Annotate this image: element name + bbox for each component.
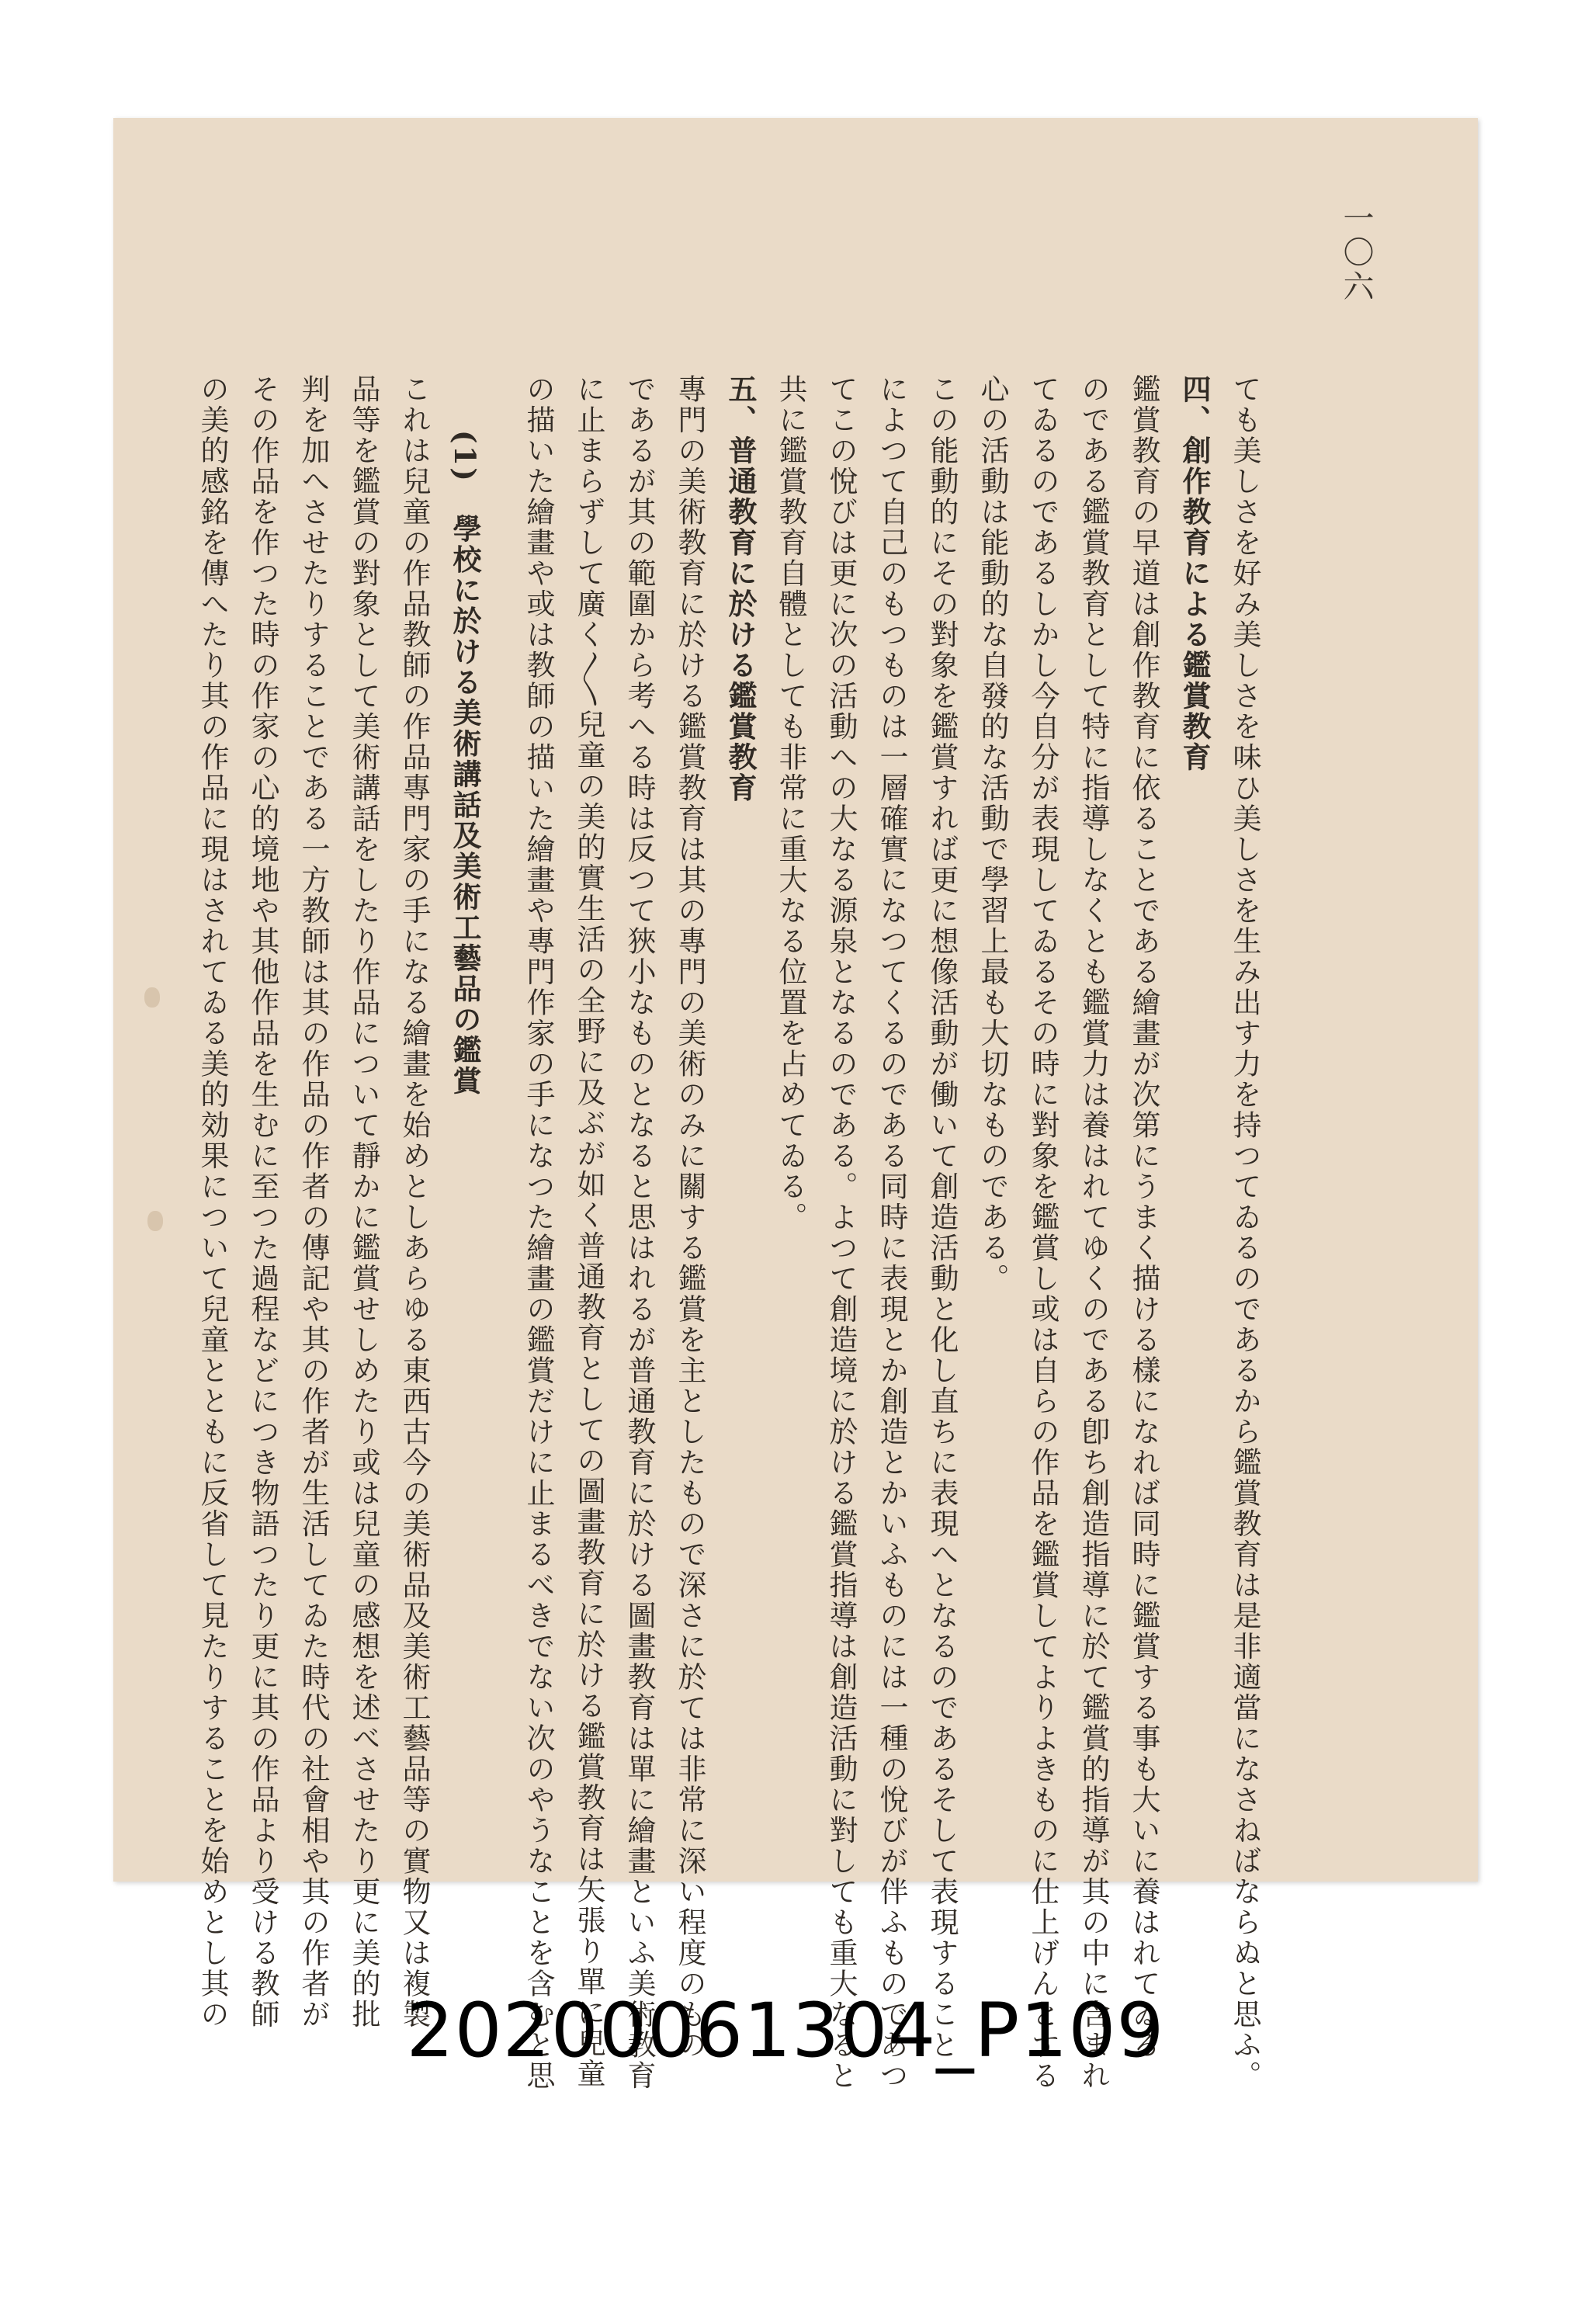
text-line: 判を加へさせたりすることである一方教師は其の作品の作者の傳記や其の作者が生活してゐた時代の社會相や其の作者が: [297, 374, 330, 2030]
image-caption: 20200061304_P109: [406, 1987, 1165, 2074]
text-line: これは兒童の作品教師の作品專門家の手になる繪畫を始めとしあらゆる東西古今の美術品及美術工藝品等の實物又は複製: [397, 374, 431, 2030]
text-line: その作品を作つた時の作家の心的境地や其他作品を生むに至つた過程などにつき物語つたり更に其の作品より受ける教師: [246, 374, 279, 2030]
text-line: 鑑賞教育の早道は創作教育に依ることである繪畫が次第にうまく描ける樣になれば同時に鑑賞する事も大いに養はれてゐる: [1127, 374, 1160, 2061]
binding-hole: [144, 987, 160, 1008]
line-gap: [490, 374, 513, 1756]
text-line: ても美しさを好み美しさを味ひ美しさを生み出す力を持つてゐるのであるから鑑賞教育は是非適當になさねばならぬと思ふ。: [1228, 374, 1261, 2091]
section-heading: (1) 學校に於ける美術講話及美術工藝品の鑑賞: [448, 430, 482, 1097]
text-line: この能動的にその對象を鑑賞すれば更に想像活動が働いて創造活動と化し直ちに表現へとなるのであるそして表現すること: [925, 374, 959, 2061]
text-line: 專門の美術教育に於ける鑑賞教育は其の專門の美術のみに關する鑑賞を主としたもので深さに於ては非常に深い程度のもの: [673, 374, 706, 2061]
text-line: 共に鑑賞教育自體としても非常に重大なる位置を占めてゐる。: [774, 374, 807, 1233]
text-line: てゐるのであるしかし今自分が表現してゐるその時に對象を鑑賞し或は自らの作品を鑑賞してよりよきものに仕上げんとする: [1026, 374, 1059, 2091]
section-heading: 四、創作教育による鑑賞教育: [1177, 374, 1212, 773]
text-line: の描いた繪畫や或は教師の描いた繪畫や專門作家の手になつた繪畫の鑑賞だけに止まるべきでない次のやうなことを含むと思: [522, 374, 555, 2091]
text-line: であるが其の範圍から考へる時は反つて狹小なものとなると思はれるが普通教育に於ける圖畫教育は單に繪畫といふ美術教育: [623, 374, 656, 2091]
text-line: に止まらずして廣く〳〵兒童の美的實生活の全野に及ぶが如く普通教育としての圖畫教育に於ける鑑賞教育は矢張り單に兒童: [572, 374, 605, 2090]
text-line: のである鑑賞教育として特に指導しなくとも鑑賞力は養はれてゆくのである卽ち創造指導に於て鑑賞的指導が其の中に含まれ: [1077, 374, 1110, 2091]
section-heading: 五、普通教育に於ける鑑賞教育: [723, 374, 758, 803]
text-line: てこの悅びは更に次の活動への大なる源泉となるのである。よつて創造境に於ける鑑賞指導は創造活動に對しても重大なると: [824, 374, 858, 2091]
page-number: 一〇六: [1338, 202, 1374, 304]
text-line: によつて自己のもつものは一層確實になつてくるのである同時に表現とか創造とかいふものには一種の悅びが伴ふものであつ: [875, 374, 908, 2091]
text-line: 心の活動は能動的な自發的な活動で學習上最も大切なものである。: [976, 374, 1009, 1294]
text-line: の美的感銘を傳へたり其の作品に現はされてゐる美的効果について兒童とともに反省して見たりすることを始めとし其の: [196, 374, 229, 2030]
binding-hole: [147, 1211, 163, 1231]
text-line: 品等を鑑賞の對象として美術講話をしたり作品について靜かに鑑賞せしめたり或は兒童の感想を述べさせたり更に美的批: [347, 374, 380, 2030]
